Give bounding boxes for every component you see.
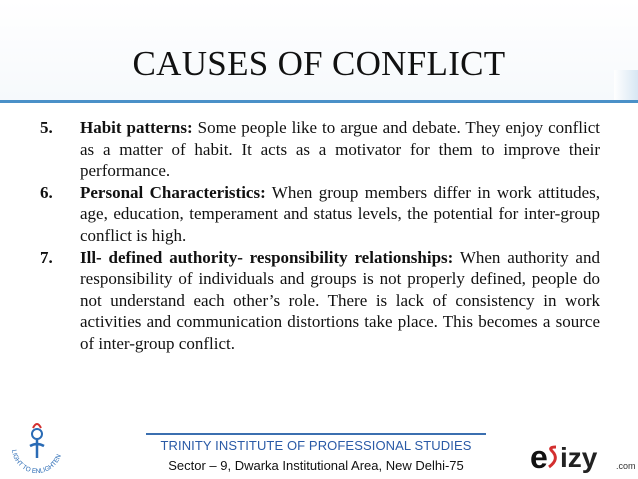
list-item bbox=[40, 117, 600, 182]
item-heading: Habit patterns: bbox=[80, 118, 193, 137]
slide-title: CAUSES OF CONFLICT bbox=[132, 44, 506, 83]
item-number: 5. bbox=[40, 118, 53, 137]
title-area bbox=[0, 0, 638, 104]
list-item bbox=[40, 247, 600, 355]
item-text: Some people like to argue and debate. They enjoy conflict as a matter of habit. It acts as a motivator for them to improve their performance. bbox=[80, 118, 600, 181]
item-number: 6. bbox=[40, 182, 53, 202]
item-heading: Ill- defined authority- responsibility relationships: bbox=[80, 247, 454, 267]
brand-logo-suffix: .com bbox=[616, 461, 636, 471]
footer-institute: TRINITY INSTITUTE OF PROFESSIONAL STUDIES bbox=[160, 438, 472, 453]
content-list bbox=[40, 117, 600, 355]
logo-motto: LIGHT TO ENLIGHTEN bbox=[10, 449, 63, 476]
institute-logo-icon bbox=[6, 418, 68, 476]
brand-logo bbox=[530, 439, 636, 475]
item-heading: Personal Characteristics: bbox=[80, 182, 266, 202]
footer-address: Sector – 9, Dwarka Institutional Area, New Delhi-75 bbox=[168, 458, 464, 473]
item-number: 7. bbox=[40, 247, 53, 267]
title-rule bbox=[0, 100, 638, 103]
item-text: When group members differ in work attitudes, age, education, temperament and status levels, the potential for inter-group conflict is high. bbox=[80, 182, 600, 245]
footer-rule bbox=[146, 433, 486, 435]
list-item bbox=[40, 182, 600, 247]
item-text: When authority and responsibility of individuals and groups is not properly defined, people do not understand each other’s role. There is lack of consistency in work activities and communication distortions take place. This becomes a source of inter-group conflict. bbox=[80, 247, 600, 353]
brand-logo-e: e bbox=[530, 439, 548, 475]
brand-logo-rest: izy bbox=[560, 442, 598, 473]
